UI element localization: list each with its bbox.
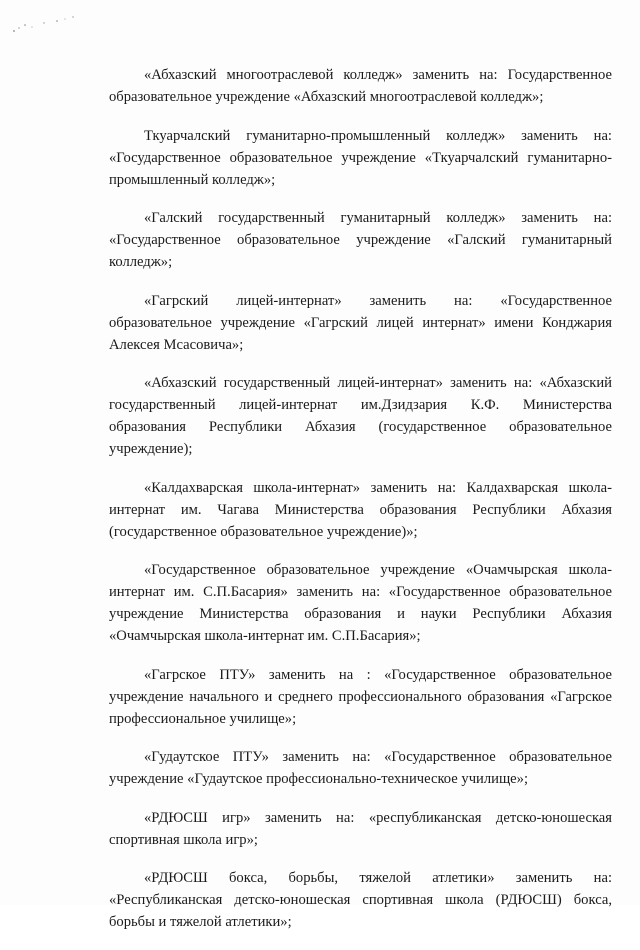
paragraph-5: «Абхазский государственный лицей-интернат» заменить на: «Абхазский государственный лицей-интернат им.Дзидзария К.Ф. Министерства образования Республики Абхазия (государственное образовательное учреждение); [109, 375, 612, 457]
paragraph-4: «Гагрский лицей-интернат» заменить на: «Государственное образовательное учреждение «Гагрский лицей интернат» имени Конджария Алексея Мсасовича»; [109, 292, 612, 353]
paragraph-8: «Гагрское ПТУ» заменить на : «Государственное образовательное учреждение начального и среднего профессионального образования «Гагрское профессиональное училище»; [109, 666, 612, 727]
paragraph-7: «Государственное образовательное учреждение «Очамчырская школа-интернат им. С.П.Басария» заменить на: «Государственное образовательное учреждение Министерства образования и науки Республики Абхазия «Очамчырская школа-интернат им. С.П.Басария»; [109, 562, 612, 644]
scan-noise-marks [10, 14, 80, 36]
paragraph-9: «Гудаутское ПТУ» заменить на: «Государственное образовательное учреждение «Гудаутское профессионально-техническое училище»; [109, 749, 612, 787]
document-body [109, 64, 612, 950]
paragraph-2: Ткуарчалский гуманитарно-промышленный колледж» заменить на: «Государственное образовательное учреждение «Ткуарчалский гуманитарно-промышленный колледж»; [109, 127, 612, 188]
paragraph-6: «Калдахварская школа-интернат» заменить на: Калдахварская школа-интернат им. Чагава Министерства образования Республики Абхазия (государственное образовательное учреждение)»; [109, 479, 612, 540]
paragraph-10: «РДЮСШ игр» заменить на: «республиканская детско-юношеская спортивная школа игр»; [109, 809, 612, 848]
paragraph-11: «РДЮСШ бокса, борьбы, тяжелой атлетики» заменить на: «Республиканская детско-юношеская спортивная школа (РДЮСШ) бокса, борьбы и тяжелой атлетики»; [109, 870, 612, 930]
paragraph-1: «Абхазский многоотраслевой колледж» заменить на: Государственное образовательное учреждение «Абхазский многоотраслевой колледж»; [109, 67, 612, 105]
paragraph-3: «Галский государственный гуманитарный колледж» заменить на: «Государственное образовательное учреждение «Галский гуманитарный колледж»; [109, 210, 612, 270]
